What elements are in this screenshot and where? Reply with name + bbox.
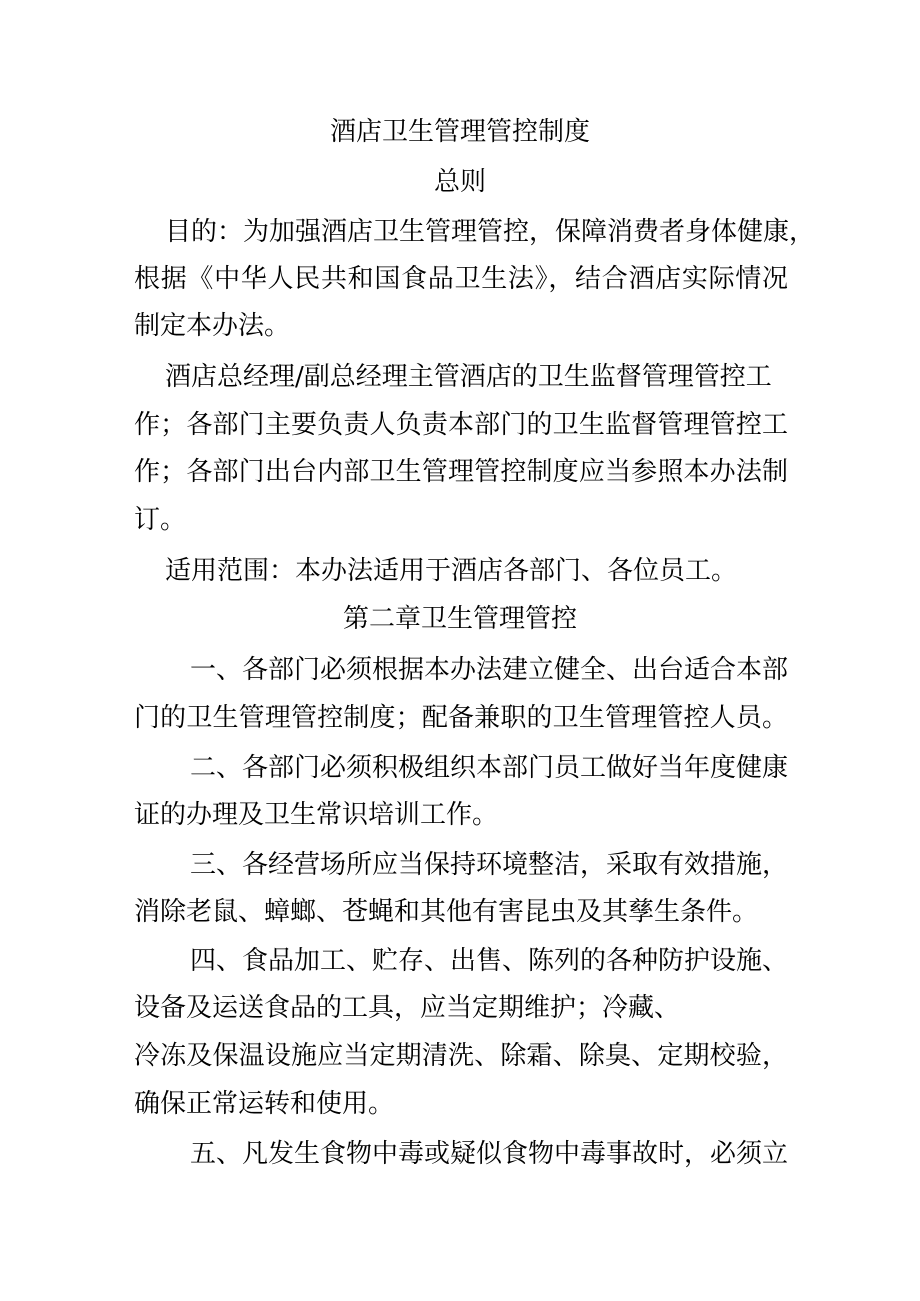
scope-paragraph: 适用范围：本办法适用于酒店各部门、各位员工。 — [165, 556, 738, 586]
purpose-line-1: 目的：为加强酒店卫生管理管控，保障消费者身体健康， — [165, 217, 816, 247]
chapter-two-heading: 第二章卫生管理管控 — [342, 604, 577, 634]
item-two-line-1: 二、各部门必须积极组织本部门员工做好当年度健康 — [190, 753, 789, 783]
responsibility-line-1: 酒店总经理/副总经理主管酒店的卫生监督管理管控工 — [165, 362, 772, 392]
item-four-line-1: 四、食品加工、贮存、出售、陈列的各种防护设施、 — [190, 946, 789, 976]
section-heading-general: 总则 — [433, 167, 486, 197]
item-one-line-2: 门的卫生管理管控制度；配备兼职的卫生管理管控人员。 — [134, 703, 788, 733]
item-three-line-2: 消除老鼠、蟑螂、苍蝇和其他有害昆虫及其孳生条件。 — [134, 897, 759, 927]
purpose-line-3: 制定本办法。 — [134, 311, 291, 341]
purpose-line-2: 根据《中华人民共和国食品卫生法》，结合酒店实际情况 — [134, 264, 788, 294]
responsibility-line-2: 作；各部门主要负责人负责本部门的卫生监督管理管控工 — [134, 410, 788, 440]
item-four-line-3: 冷冻及保温设施应当定期清洗、除霜、除臭、定期校验， — [134, 1041, 788, 1071]
item-four-line-4: 确保正常运转和使用。 — [134, 1089, 395, 1119]
item-two-line-2: 证的办理及卫生常识培训工作。 — [134, 800, 499, 830]
item-one-line-1: 一、各部门必须根据本办法建立健全、出台适合本部 — [190, 655, 789, 685]
item-three-line-1: 三、各经营场所应当保持环境整洁，采取有效措施， — [190, 850, 789, 880]
item-four-line-2: 设备及运送食品的工具，应当定期维护；冷藏、 — [134, 993, 681, 1023]
document-title: 酒店卫生管理管控制度 — [329, 117, 590, 147]
responsibility-line-4: 订。 — [134, 505, 187, 535]
responsibility-line-3: 作；各部门出台内部卫生管理管控制度应当参照本办法制 — [134, 457, 788, 487]
item-five-line-1: 五、凡发生食物中毒或疑似食物中毒事故时，必须立 — [190, 1139, 789, 1169]
